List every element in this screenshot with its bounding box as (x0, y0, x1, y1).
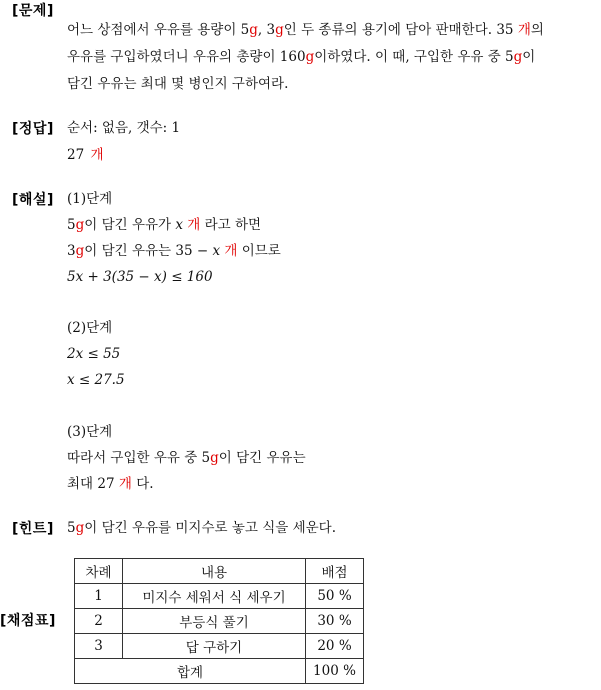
step2-line-1: 2x ≤ 55 (67, 346, 121, 362)
step1-line-1: 5g이 담긴 우유가 x 개 라고 하면 (67, 217, 262, 233)
answer-label: [정답] (12, 121, 54, 137)
hint-text: 5g이 담긴 우유를 미지수로 놓고 식을 세운다. (67, 520, 336, 536)
row-order: 1 (75, 584, 123, 609)
problem-label: [문제] (12, 3, 54, 19)
row-score: 20 % (306, 634, 364, 659)
header-order: 차례 (75, 559, 123, 584)
row-score: 50 % (306, 584, 364, 609)
rubric-row (75, 584, 364, 609)
total-value: 100 % (306, 659, 364, 684)
step2-line-2: x ≤ 27.5 (67, 372, 125, 388)
problem-line-2: 우유를 구입하였더니 우유의 총량이 160g이하였다. 이 때, 구입한 우유 중 5g이 (67, 49, 536, 65)
step1-line-2: 3g이 담긴 우유는 35 − x 개 이므로 (67, 243, 281, 259)
step3-line-1: 따라서 구입한 우유 중 5g이 담긴 우유는 (67, 450, 306, 466)
row-content: 미지수 세워서 식 세우기 (123, 584, 306, 609)
rubric-row (75, 634, 364, 659)
header-content: 내용 (123, 559, 306, 584)
row-content: 부등식 풀기 (123, 609, 306, 634)
rubric-table (74, 558, 364, 684)
row-order: 3 (75, 634, 123, 659)
row-order: 2 (75, 609, 123, 634)
step2-title: (2)단계 (67, 320, 113, 336)
row-content: 답 구하기 (123, 634, 306, 659)
rubric-label: [채점표] (0, 613, 56, 629)
problem-line-1: 어느 상점에서 우유를 용량이 5g, 3g인 두 종류의 용기에 담아 판매한다. 35 개의 (67, 22, 544, 38)
header-score: 배점 (306, 559, 364, 584)
rubric-row (75, 609, 364, 634)
answer-value: 27 개 (67, 147, 104, 163)
row-score: 30 % (306, 609, 364, 634)
answer-order-count: 순서: 없음, 갯수: 1 (67, 120, 181, 136)
hint-label: [힌트] (12, 521, 54, 537)
step3-title: (3)단계 (67, 424, 113, 440)
step1-title: (1)단계 (67, 191, 113, 207)
solution-label: [해설] (12, 192, 54, 208)
rubric-total-row (75, 659, 364, 684)
problem-line-3: 담긴 우유는 최대 몇 병인지 구하여라. (67, 76, 289, 92)
rubric-header-row (75, 559, 364, 584)
step1-inequality: 5x + 3(35 − x) ≤ 160 (67, 269, 213, 285)
total-label: 합계 (75, 659, 306, 684)
step3-line-2: 최대 27 개 다. (67, 476, 154, 492)
